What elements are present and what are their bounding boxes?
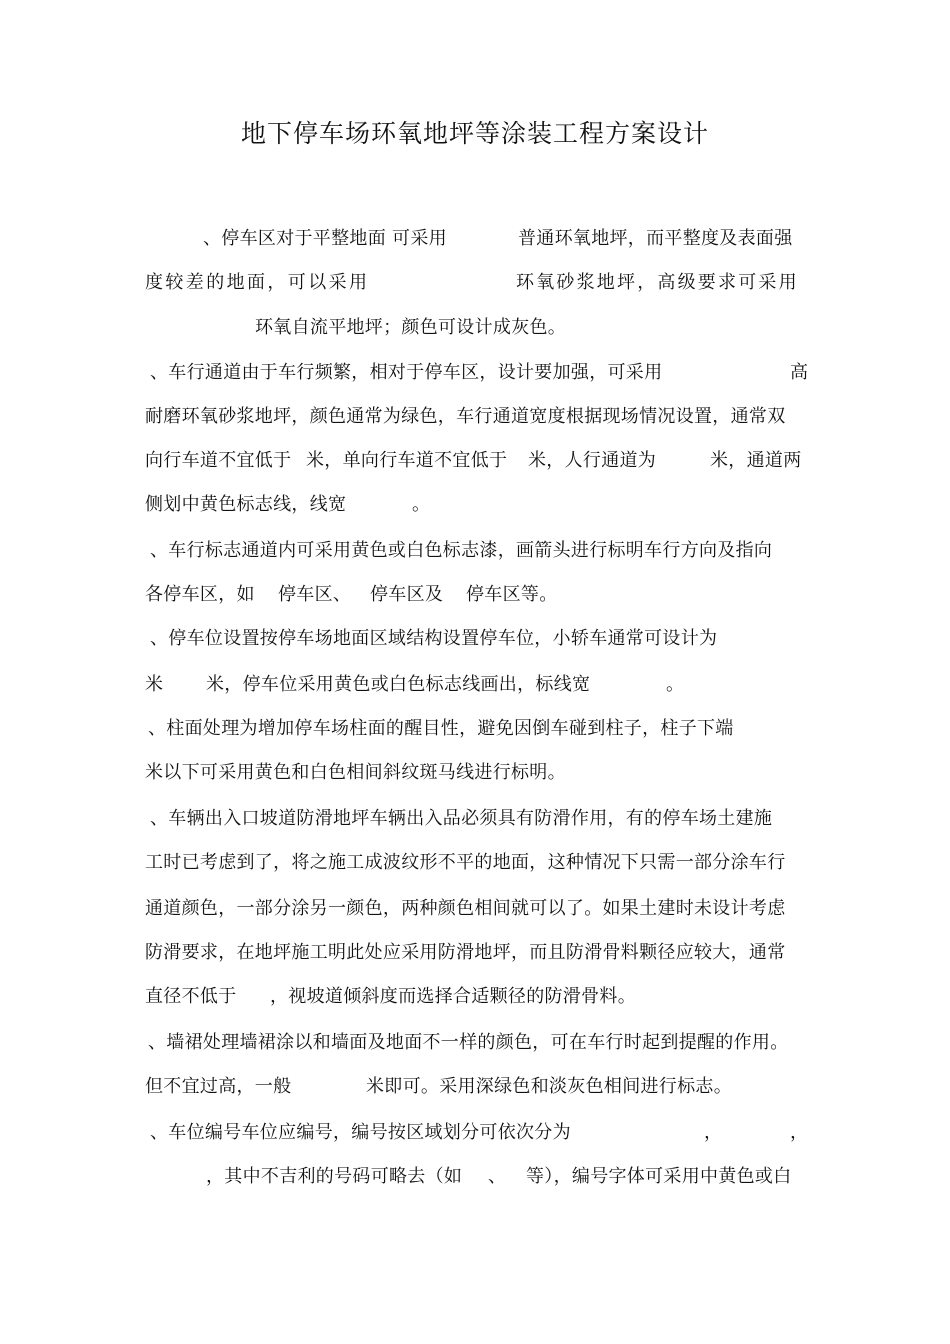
text-line: 、停车区对于平整地面 可采用 [203,228,447,249]
text-line: 米即可。采用深绿色和淡灰色相间进行标志。 [366,1076,732,1097]
text-line: 、停车位设置按停车场地面区域结构设置停车位，小轿车通常可设计为 [150,628,718,649]
text-line: 、柱面处理为增加停车场柱面的醒目性，避免因倒车碰到柱子，柱子下端 [148,718,734,739]
text-line: 但不宜过高，一般 [145,1076,292,1097]
text-line: 环氧砂浆地坪，高级要求可采用 [516,272,799,293]
text-line: ， [790,1122,809,1143]
text-line: ，其中不吉利的号码可略去（如 [206,1166,463,1187]
text-line: 防滑要求，在地坪施工明此处应采用防滑地坪，而且防滑骨料颗径应较大，通常 [145,942,786,963]
text-line: 米，人行通道为 [528,450,657,471]
text-line: 向行车道不宜低于 [145,450,292,471]
text-line: ，视坡道倾斜度而选择合适颗径的防滑骨料。 [270,986,636,1007]
text-line: 度较差的地面，可以采用 [145,272,370,293]
text-line: 高 [790,362,809,383]
text-line: 停车区、 [278,584,352,605]
text-line: 米，停车位采用黄色或白色标志线画出，标线宽 [206,674,591,695]
text-line: 、 [488,1166,507,1187]
text-line: 等），编号字体可采用中黄色或白 [526,1166,792,1187]
text-line: 各停车区，如 [145,584,255,605]
document-title: 地下停车场环氧地坪等涂装工程方案设计 [240,119,709,148]
text-line: 停车区及 [370,584,444,605]
text-line: 米，通道两 [710,450,802,471]
text-line: 通道颜色，一部分涂另一颜色，两种颜色相间就可以了。如果土建时未设计考虑 [145,898,786,919]
text-line: 停车区等。 [466,584,558,605]
text-line: 直径不低于 [145,986,237,1007]
text-line: ， [704,1122,723,1143]
text-line: 。 [666,674,685,695]
text-line: 、车位编号车位应编号，编号按区域划分可依次分为 [150,1122,571,1143]
text-line: 。 [412,494,431,515]
text-line: 、墙裙处理墙裙涂以和墙面及地面不一样的颜色，可在车行时起到提醒的作用。 [148,1032,789,1053]
text-line: 、车行通道由于车行频繁，相对于停车区，设计要加强，可采用 [150,362,663,383]
text-line: 米以下可采用黄色和白色相间斜纹斑马线进行标明。 [145,762,566,783]
text-line: 米 [145,674,164,695]
text-line: 工时已考虑到了，将之施工成波纹形不平的地面，这种情况下只需一部分涂车行 [145,852,786,873]
text-line: 米，单向行车道不宜低于 [306,450,508,471]
text-line: 普通环氧地坪，而平整度及表面强 [518,228,793,249]
text-line: 环氧自流平地坪；颜色可设计成灰色。 [255,317,567,338]
text-line: 耐磨环氧砂浆地坪，颜色通常为绿色，车行通道宽度根据现场情况设置，通常双 [145,406,786,427]
text-line: 、车辆出入口坡道防滑地坪车辆出入品必须具有防滑作用，有的停车场土建施 [150,808,773,829]
text-line: 侧划中黄色标志线，线宽 [145,494,347,515]
text-line: 、车行标志通道内可采用黄色或白色标志漆，画箭头进行标明车行方向及指向 [150,540,773,561]
